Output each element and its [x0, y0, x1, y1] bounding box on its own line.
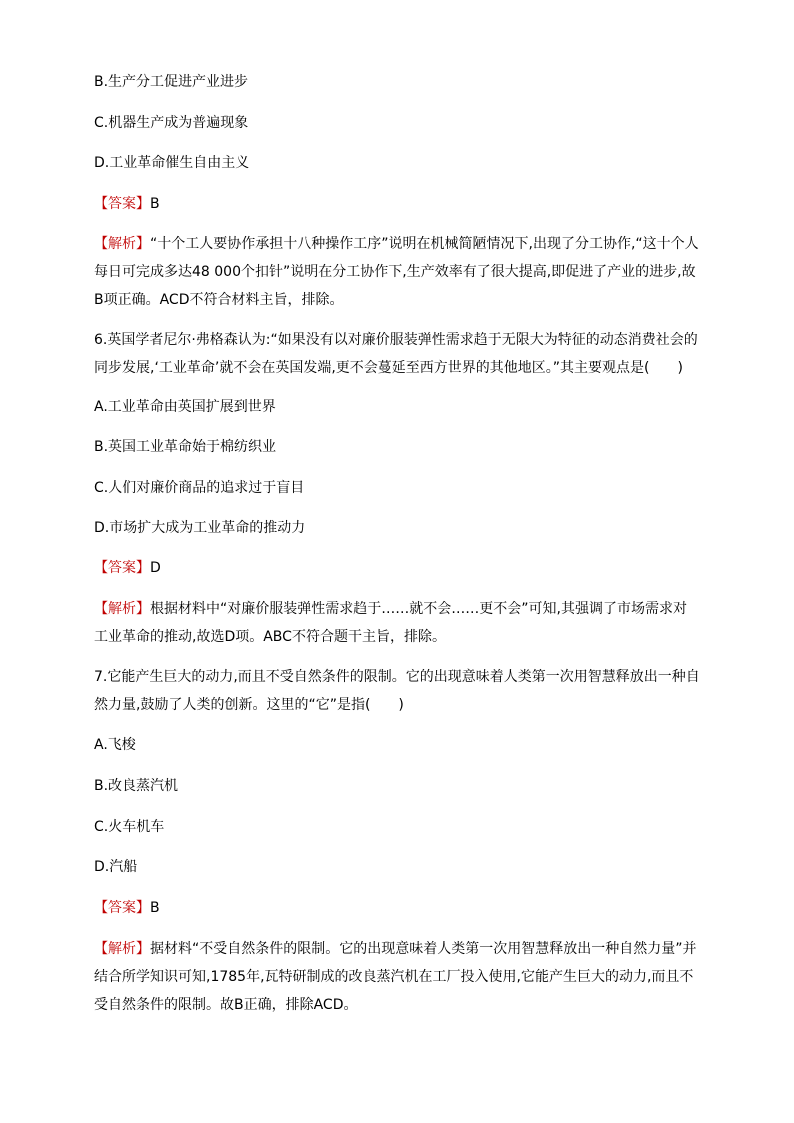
q7-option-d: D.汽船	[94, 859, 138, 875]
q7-stem: 7.它能产生巨大的动力,而且不受自然条件的限制。它的出现意味着人类第一次用智慧释放出一种自然力量,鼓励了人类的创新。这里的“它”是指( )	[94, 669, 700, 713]
q6-option-a: A.工业革命由英国扩展到世界	[94, 399, 276, 415]
q5-answer-value: B	[150, 196, 160, 212]
q7-analysis-text: 据材料“不受自然条件的限制。它的出现意味着人类第一次用智慧释放出一种自然力量”并结合所学知识可知,1785年,瓦特研制成的改良蒸汽机在工厂投入使用,它能产生巨大的动力,而且不受自然条件的限制。故B正确，排除ACD。	[94, 941, 697, 1013]
q6-analysis	[94, 595, 700, 651]
q6-option-c: C.人们对廉价商品的追求过于盲目	[94, 480, 305, 496]
q7-analysis-label: 【解析】	[94, 941, 150, 957]
q6-option-d: D.市场扩大成为工业革命的推动力	[94, 520, 306, 536]
q5-option-b: B.生产分工促进产业进步	[94, 74, 249, 90]
q6-answer	[94, 558, 161, 578]
q6-analysis-label: 【解析】	[94, 601, 150, 617]
q6-analysis-text: 根据材料中“对廉价服装弹性需求趋于……就不会……更不会”可知,其强调了市场需求对工业革命的推动,故选D项。ABC不符合题干主旨，排除。	[94, 601, 687, 645]
q5-analysis	[94, 230, 700, 314]
q5-option-c: C.机器生产成为普遍现象	[94, 115, 249, 131]
q7-analysis	[94, 935, 700, 1019]
q7-answer-value: B	[150, 900, 160, 916]
q5-answer	[94, 194, 160, 214]
q6-answer-value: D	[150, 560, 161, 576]
q7-option-c: C.火车机车	[94, 819, 165, 835]
q7-answer	[94, 898, 160, 918]
q6-stem: 6.英国学者尼尔·弗格森认为:“如果没有以对廉价服装弹性需求趋于无限大为特征的动态消费社会的同步发展,‘工业革命’就不会在英国发端,更不会蔓延至西方世界的其他地区。”其主要观点是( )	[94, 332, 698, 376]
q5-analysis-label: 【解析】	[94, 236, 150, 252]
q7-answer-label: 【答案】	[94, 900, 150, 916]
q7-option-b: B.改良蒸汽机	[94, 778, 179, 794]
q5-answer-label: 【答案】	[94, 196, 150, 212]
q5-analysis-text: “十个工人要协作承担十八种操作工序”说明在机械简陋情况下,出现了分工协作,“这十个人每日可完成多达48 000个扣针”说明在分工协作下,生产效率有了很大提高,即促进了产业的进步,故B项正确。ACD不符合材料主旨，排除。	[94, 236, 699, 308]
q6-option-b: B.英国工业革命始于棉纺织业	[94, 439, 277, 455]
q5-option-d: D.工业革命催生自由主义	[94, 155, 250, 171]
q6-answer-label: 【答案】	[94, 560, 150, 576]
q7-option-a: A.飞梭	[94, 737, 136, 753]
